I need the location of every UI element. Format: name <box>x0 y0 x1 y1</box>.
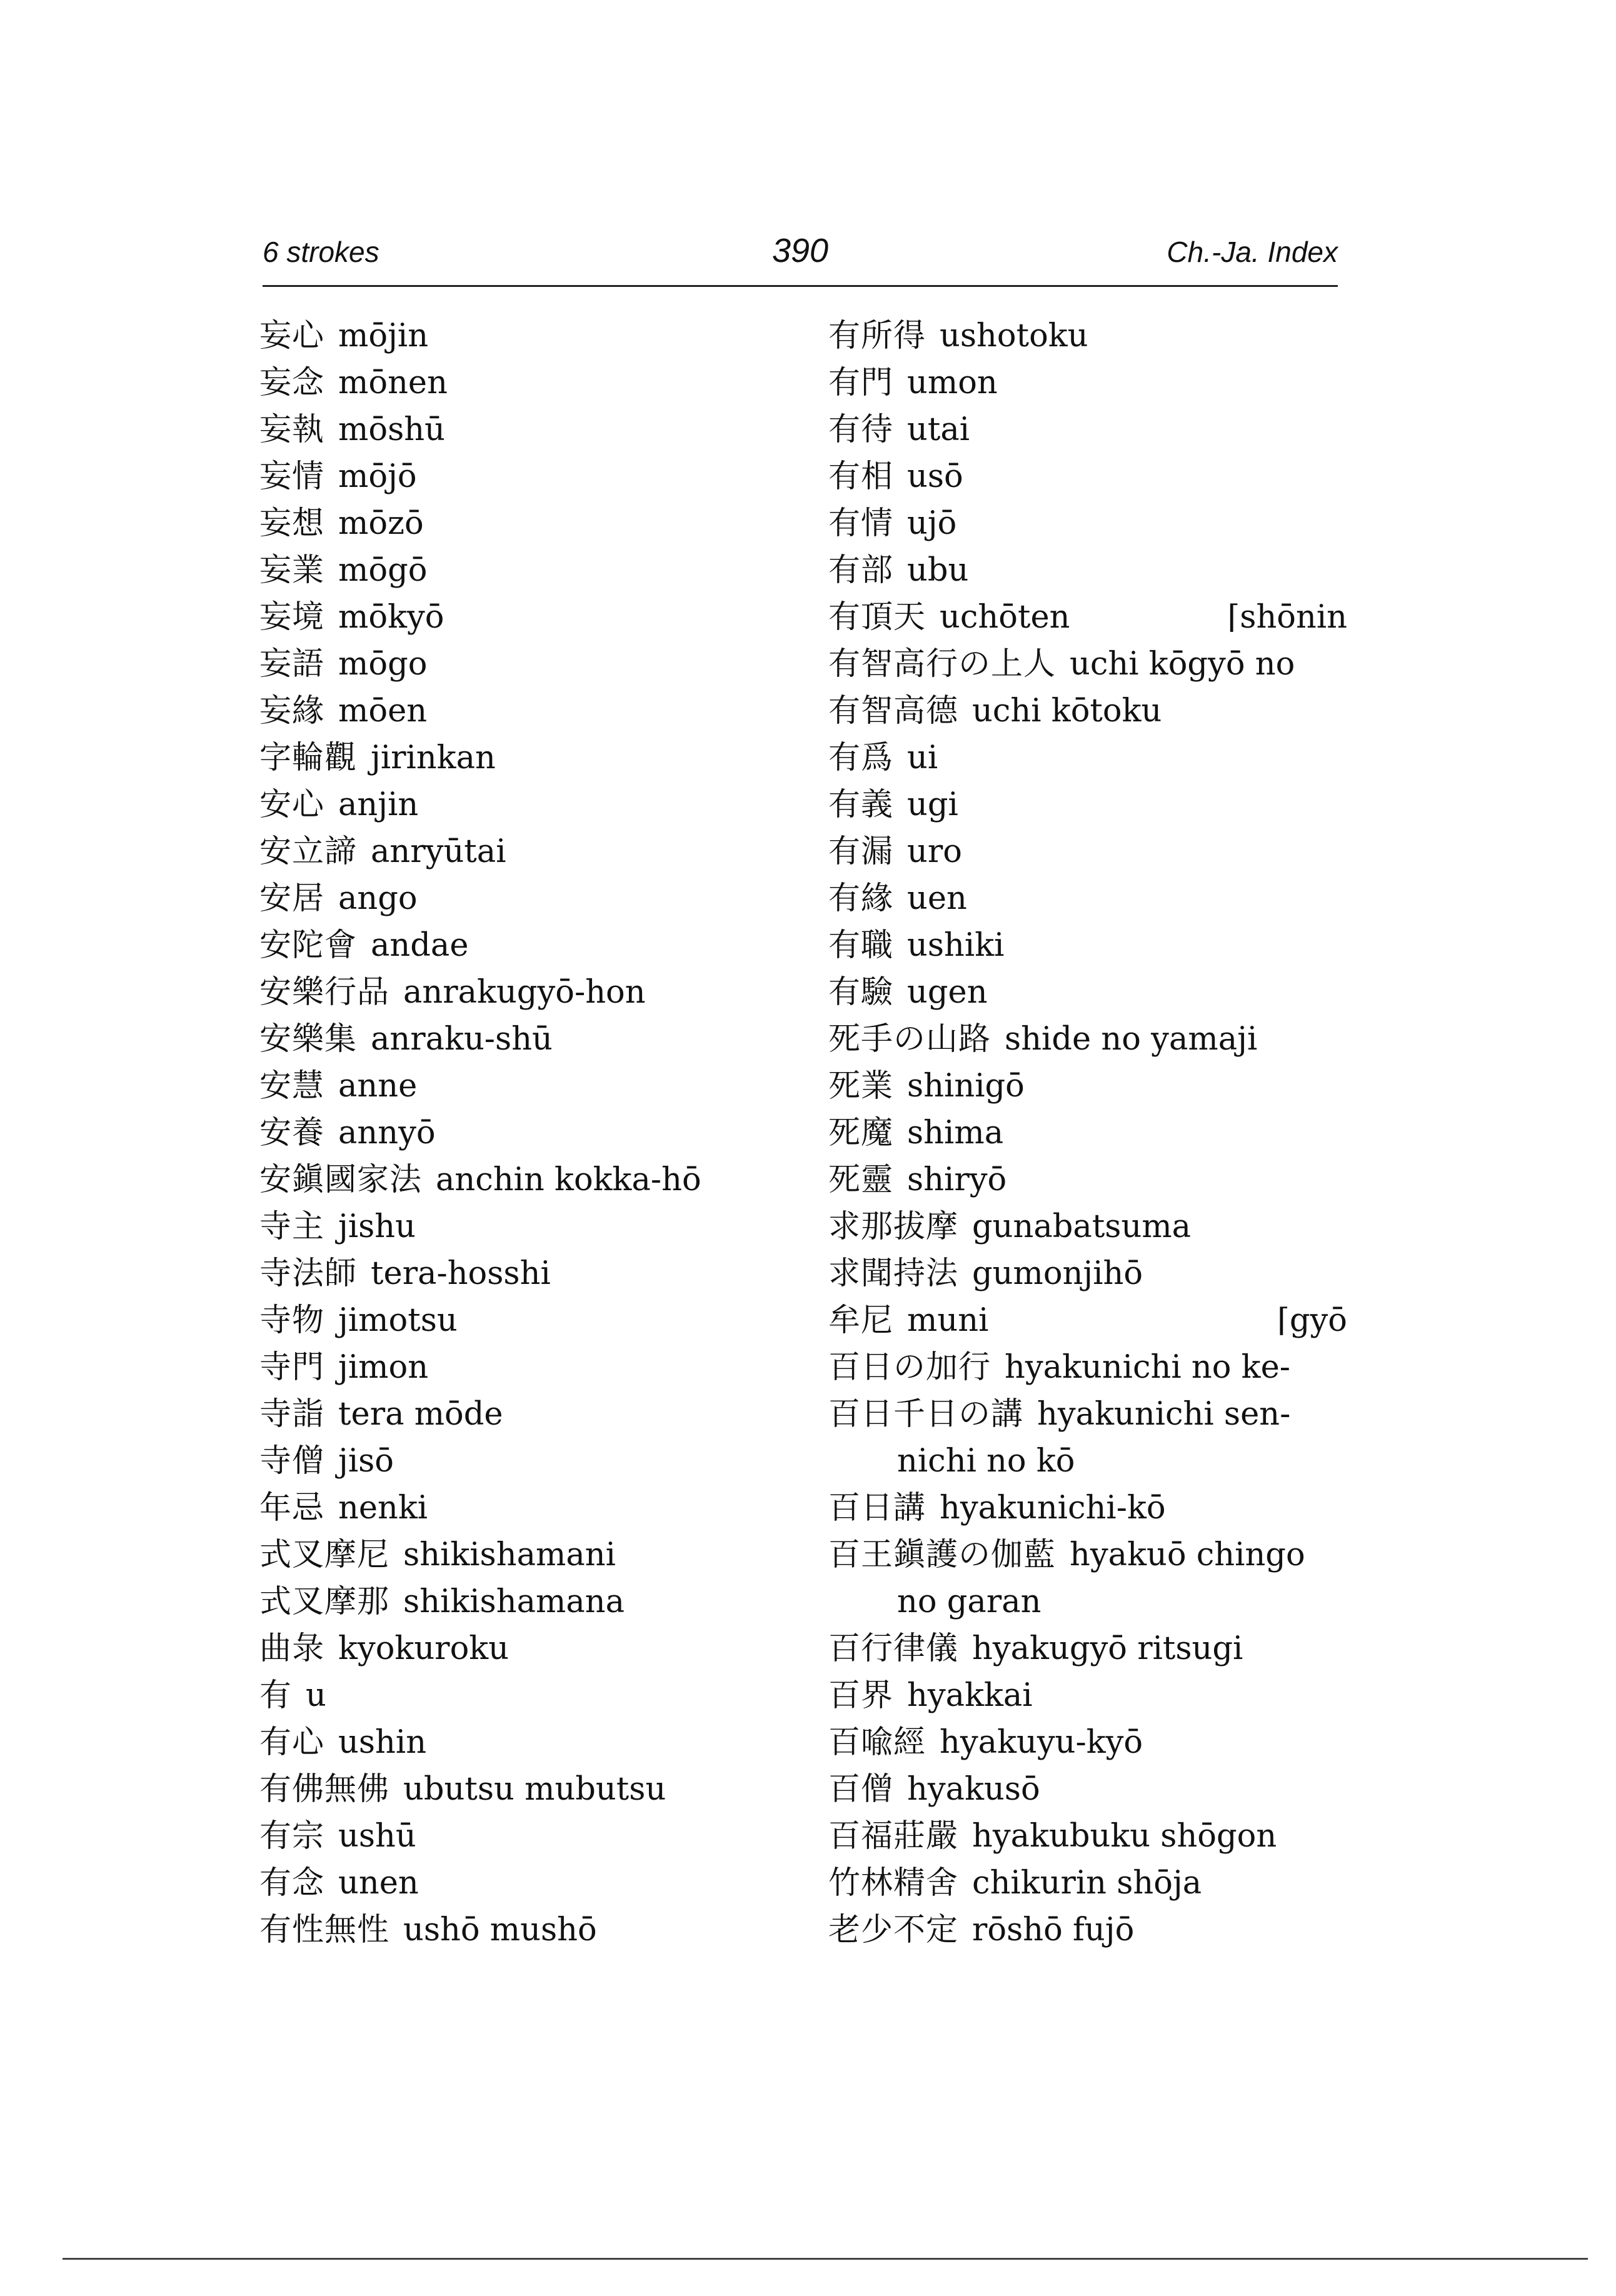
index-entry <box>828 1391 1347 1485</box>
entry-term: 有宗 <box>259 1818 325 1855</box>
entry-term: 寺主 <box>259 1208 325 1245</box>
index-entry <box>828 1250 1347 1297</box>
index-entry <box>828 1485 1347 1532</box>
index-entry <box>259 781 810 828</box>
entry-reading: mōnen <box>338 364 448 401</box>
entry-term: 寺物 <box>259 1302 325 1339</box>
index-title: Ch.-Ja. Index <box>1167 236 1338 268</box>
entry-reading: uen <box>907 880 967 917</box>
index-entry <box>828 734 1347 781</box>
entry-reading: anryūtai <box>371 833 506 870</box>
left-column <box>259 313 810 1953</box>
index-entry <box>259 313 810 359</box>
entry-reading: hyakunichi-kō <box>940 1490 1166 1526</box>
index-entry <box>828 453 1347 500</box>
entry-reading-wrap: no garan <box>897 1583 1041 1620</box>
entry-term: 妄想 <box>259 505 325 542</box>
entry-reading: utai <box>907 411 970 448</box>
entry-reading-wrap: nichi no kō <box>897 1443 1075 1480</box>
entry-term: 有念 <box>259 1865 325 1902</box>
index-entry <box>259 828 810 875</box>
index-entry <box>259 1532 810 1578</box>
entry-term: 妄緣 <box>259 693 325 729</box>
entry-term: 妄語 <box>259 646 325 683</box>
entry-term: 有待 <box>828 411 894 448</box>
entry-term: 安居 <box>259 880 325 917</box>
entry-reading: anrakugyō-hon <box>403 974 646 1011</box>
index-entry <box>828 1766 1347 1813</box>
index-entry <box>828 594 1347 641</box>
index-entry <box>259 969 810 1016</box>
entry-term: 有情 <box>828 505 894 542</box>
entry-term: 安養 <box>259 1115 325 1151</box>
index-entry <box>259 1297 810 1344</box>
index-entry <box>259 734 810 781</box>
index-entry <box>828 828 1347 875</box>
entry-reading: uchi kōgyō no <box>1070 646 1295 683</box>
entry-reading: ujō <box>907 505 957 542</box>
index-entry <box>828 406 1347 453</box>
entry-reading: hyakuō chingo <box>1070 1537 1305 1573</box>
footer-divider <box>63 2258 1588 2260</box>
entry-term: 有部 <box>828 552 894 589</box>
entry-term: 有爲 <box>828 739 894 776</box>
entry-term: 有驗 <box>828 974 894 1011</box>
entry-term: 有所得 <box>828 318 926 354</box>
index-entry <box>828 688 1347 734</box>
entry-term: 有佛無佛 <box>259 1771 390 1808</box>
index-entry <box>259 453 810 500</box>
index-entry <box>259 1813 810 1860</box>
index-entry <box>259 500 810 547</box>
entry-reading: ushū <box>338 1818 416 1855</box>
entry-term: 妄情 <box>259 458 325 495</box>
entry-term: 年忌 <box>259 1490 325 1526</box>
entry-reading: shima <box>907 1115 1004 1151</box>
index-entry <box>259 594 810 641</box>
index-entry <box>259 1672 810 1719</box>
entry-term: 百日講 <box>828 1490 926 1526</box>
entry-term: 有頂天 <box>828 599 926 636</box>
entry-reading: mōjō <box>338 458 417 495</box>
entry-term: 百福莊嚴 <box>828 1818 959 1855</box>
entry-reading: jishu <box>338 1208 416 1245</box>
entry-term: 死靈 <box>828 1161 894 1198</box>
index-entry <box>828 1156 1347 1203</box>
index-entry <box>259 1156 810 1203</box>
entry-reading: ugen <box>907 974 988 1011</box>
index-entry <box>828 1203 1347 1250</box>
entry-reading: hyakugyō ritsugi <box>972 1630 1243 1667</box>
entry-reading: shikishamani <box>403 1537 616 1573</box>
entry-term: 百行律儀 <box>828 1630 959 1667</box>
index-entry <box>259 1016 810 1063</box>
entry-term: 妄境 <box>259 599 325 636</box>
entry-reading: rōshō fujō <box>972 1912 1135 1948</box>
entry-reading: muni <box>907 1302 989 1339</box>
entry-reading: jimon <box>338 1349 429 1386</box>
index-entry <box>828 1672 1347 1719</box>
entry-term: 安樂集 <box>259 1021 358 1058</box>
index-entry <box>259 1203 810 1250</box>
index-entry <box>259 641 810 688</box>
index-entry <box>259 875 810 922</box>
index-entry <box>828 1110 1347 1156</box>
entry-term: 式叉摩那 <box>259 1583 390 1620</box>
entry-reading: mōgo <box>338 646 428 683</box>
entry-reading: shikishamana <box>403 1583 625 1620</box>
stroke-count-label: 6 strokes <box>263 236 379 268</box>
index-entry <box>259 1391 810 1438</box>
index-entry <box>259 1063 810 1110</box>
entry-term: 百日千日の講 <box>828 1396 1024 1433</box>
entry-term: 寺詣 <box>259 1396 325 1433</box>
entry-term: 安立諦 <box>259 833 358 870</box>
entry-term: 妄念 <box>259 364 325 401</box>
index-entry <box>828 1625 1347 1672</box>
entry-term: 妄心 <box>259 318 325 354</box>
entry-term: 有相 <box>828 458 894 495</box>
entry-term: 求聞持法 <box>828 1255 959 1292</box>
index-entry <box>259 359 810 406</box>
index-entry <box>828 313 1347 359</box>
entry-reading: anjin <box>338 786 419 823</box>
index-entry <box>828 547 1347 594</box>
entry-reading: uro <box>907 833 962 870</box>
entry-term: 有緣 <box>828 880 894 917</box>
entry-term: 安鎭國家法 <box>259 1161 423 1198</box>
entry-term: 字輪觀 <box>259 739 358 776</box>
index-entry <box>828 922 1347 969</box>
entry-term: 有智高德 <box>828 693 959 729</box>
entry-term: 死業 <box>828 1068 894 1105</box>
entry-term: 安慧 <box>259 1068 325 1105</box>
entry-term: 寺法師 <box>259 1255 358 1292</box>
entry-term: 安陀會 <box>259 927 358 964</box>
index-entry <box>828 1719 1347 1766</box>
entry-reading: uchi kōtoku <box>972 693 1162 729</box>
index-entry <box>259 1766 810 1813</box>
index-entry <box>828 641 1347 688</box>
entry-reading: ushotoku <box>940 318 1088 354</box>
entry-term: 安心 <box>259 786 325 823</box>
entry-term: 寺僧 <box>259 1443 325 1480</box>
entry-term: 寺門 <box>259 1349 325 1386</box>
entry-reading: anraku-shū <box>371 1021 553 1058</box>
index-entry <box>828 969 1347 1016</box>
index-entry <box>259 406 810 453</box>
entry-reading: u <box>306 1677 326 1714</box>
index-entry <box>259 1344 810 1391</box>
index-entry <box>828 359 1347 406</box>
entry-reading: gunabatsuma <box>972 1208 1192 1245</box>
entry-reading: hyakuyu-kyō <box>940 1724 1143 1761</box>
entry-term: 妄業 <box>259 552 325 589</box>
index-entry <box>259 1907 810 1953</box>
entry-reading: hyakubuku shōgon <box>972 1818 1277 1855</box>
entry-reading: shide no yamaji <box>1005 1021 1258 1058</box>
index-entry <box>259 1250 810 1297</box>
index-entry <box>259 1438 810 1485</box>
entry-term: 百王鎭護の伽藍 <box>828 1537 1056 1573</box>
index-entry <box>828 781 1347 828</box>
index-entry <box>259 1110 810 1156</box>
entry-term: 求那拔摩 <box>828 1208 959 1245</box>
entry-reading: anne <box>338 1068 418 1105</box>
entry-reading: nenki <box>338 1490 428 1526</box>
entry-reading: jimotsu <box>338 1302 458 1339</box>
entry-reading: mōen <box>338 693 428 729</box>
entry-term: 妄執 <box>259 411 325 448</box>
entry-term: 牟尼 <box>828 1302 894 1339</box>
entry-reading: ui <box>907 739 938 776</box>
right-column <box>828 313 1347 1953</box>
header-divider <box>263 285 1338 287</box>
entry-term: 有職 <box>828 927 894 964</box>
entry-term: 有智高行の上人 <box>828 646 1056 683</box>
entry-reading: tera-hosshi <box>371 1255 551 1292</box>
entry-term: 曲彔 <box>259 1630 325 1667</box>
entry-reading: uchōten <box>940 599 1070 636</box>
entry-term: 有 <box>259 1677 293 1714</box>
index-entry <box>828 1907 1347 1953</box>
index-entry <box>828 1016 1347 1063</box>
entry-reading: ugi <box>907 786 958 823</box>
entry-reading: ushō mushō <box>403 1912 597 1948</box>
entry-reading: jirinkan <box>371 739 496 776</box>
entry-reading: ubu <box>907 552 969 589</box>
entry-reading: kyokuroku <box>338 1630 509 1667</box>
index-entry <box>259 1485 810 1532</box>
entry-reading: umon <box>907 364 998 401</box>
entry-term: 死魔 <box>828 1115 894 1151</box>
entry-term: 老少不定 <box>828 1912 959 1948</box>
entry-reading: ushiki <box>907 927 1005 964</box>
index-entry <box>259 1719 810 1766</box>
index-entry <box>828 1297 1347 1344</box>
entry-term: 百界 <box>828 1677 894 1714</box>
entry-term: 有漏 <box>828 833 894 870</box>
page-header <box>263 231 1338 281</box>
index-entry <box>259 1625 810 1672</box>
entry-continuation: ⌈gyō <box>1277 1302 1347 1339</box>
entry-reading: usō <box>907 458 963 495</box>
index-entry <box>828 1344 1347 1391</box>
entry-reading: hyakunichi no ke- <box>1005 1349 1290 1386</box>
index-entry <box>259 922 810 969</box>
index-entry <box>259 1578 810 1625</box>
entry-reading: gumonjihō <box>972 1255 1143 1292</box>
entry-term: 安樂行品 <box>259 974 390 1011</box>
entry-reading: ushin <box>338 1724 427 1761</box>
entry-reading: chikurin shōja <box>972 1865 1202 1902</box>
entry-reading: unen <box>338 1865 419 1902</box>
entry-reading: mōkyō <box>338 599 444 636</box>
entry-reading: andae <box>371 927 469 964</box>
entry-term: 式叉摩尼 <box>259 1537 390 1573</box>
entry-term: 有義 <box>828 786 894 823</box>
entry-reading: annyō <box>338 1115 436 1151</box>
index-entry <box>828 875 1347 922</box>
page-number: 390 <box>771 232 829 269</box>
entry-reading: mōjin <box>338 318 429 354</box>
entry-reading: mōzō <box>338 505 424 542</box>
index-entry <box>828 1063 1347 1110</box>
index-entry <box>828 1860 1347 1907</box>
entry-reading: hyakunichi sen- <box>1037 1396 1291 1433</box>
entry-continuation: ⌈shōnin <box>1227 599 1347 636</box>
entry-reading: shiryō <box>907 1161 1007 1198</box>
entry-term: 死手の山路 <box>828 1021 991 1058</box>
entry-term: 百喩經 <box>828 1724 926 1761</box>
entry-reading: ubutsu mubutsu <box>403 1771 666 1808</box>
entry-reading: ango <box>338 880 418 917</box>
entry-reading: hyakkai <box>907 1677 1033 1714</box>
entry-reading: hyakusō <box>907 1771 1040 1808</box>
index-entry <box>828 500 1347 547</box>
entry-reading: shinigō <box>907 1068 1025 1105</box>
entry-term: 竹林精舍 <box>828 1865 959 1902</box>
entry-reading: tera mōde <box>338 1396 503 1433</box>
index-entry <box>259 688 810 734</box>
entry-term: 百日の加行 <box>828 1349 991 1386</box>
entry-term: 有性無性 <box>259 1912 390 1948</box>
index-entry <box>259 1860 810 1907</box>
entry-reading: jisō <box>338 1443 394 1480</box>
entry-reading: anchin kokka-hō <box>436 1161 701 1198</box>
index-entry <box>828 1532 1347 1625</box>
entry-reading: mōgō <box>338 552 428 589</box>
index-entry <box>259 547 810 594</box>
entry-term: 有門 <box>828 364 894 401</box>
entry-term: 有心 <box>259 1724 325 1761</box>
entry-term: 百僧 <box>828 1771 894 1808</box>
entry-reading: mōshū <box>338 411 445 448</box>
index-entry <box>828 1813 1347 1860</box>
